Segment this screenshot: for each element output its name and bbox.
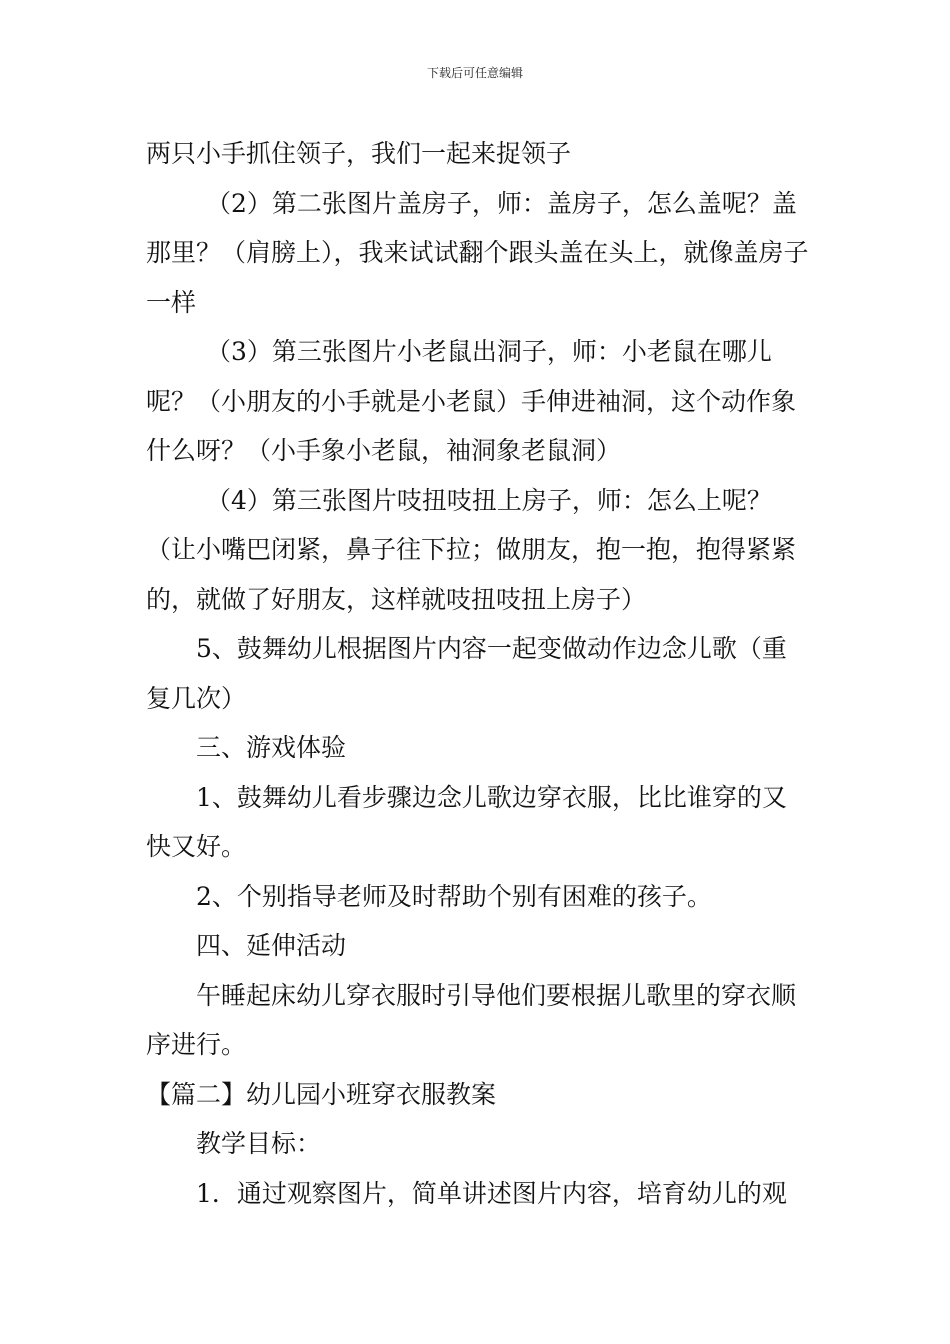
- article-title: 【篇二】幼儿园小班穿衣服教案: [146, 1079, 497, 1109]
- paragraph-8: 午睡起床幼儿穿衣服时引导他们要根据儿歌里的穿衣顺序进行。: [146, 980, 797, 1059]
- page-header-note: 下载后可任意编辑: [426, 66, 523, 80]
- paragraph-5: 5、鼓舞幼儿根据图片内容一起变做动作边念儿歌（重复几次）: [146, 634, 787, 713]
- teaching-goals-heading: 教学目标：: [196, 1129, 322, 1158]
- paragraph-7: 2、个别指导老师及时帮助个别有困难的孩子。: [196, 881, 712, 911]
- document-body: [146, 129, 811, 1218]
- paragraph-3: （3）第三张图片小老鼠出洞子，师：小老鼠在哪儿呢？（小朋友的小手就是小老鼠）手伸进袖洞，这个动作象什么呀？（小手象小老鼠，袖洞象老鼠洞）: [146, 337, 797, 465]
- paragraph-2: （2）第二张图片盖房子，师：盖房子，怎么盖呢？盖那里？（肩膀上），我来试试翻个跟头盖在头上，就像盖房子一样: [146, 188, 809, 317]
- paragraph-4: （4）第三张图片吱扭吱扭上房子，师：怎么上呢？（让小嘴巴闭紧，鼻子往下拉；做朋友，抱一抱，抱得紧紧的，就做了好朋友，这样就吱扭吱扭上房子）: [146, 485, 797, 614]
- section-heading-3: 三、游戏体验: [196, 733, 347, 762]
- paragraph-6: 1、鼓舞幼儿看步骤边念儿歌边穿衣服，比比谁穿的又快又好。: [146, 782, 787, 861]
- section-heading-4: 四、延伸活动: [196, 931, 347, 960]
- paragraph-9: 1．通过观察图片，简单讲述图片内容，培育幼儿的观: [196, 1178, 787, 1208]
- paragraph-1: 两只小手抓住领子，我们一起来捉领子: [146, 139, 572, 168]
